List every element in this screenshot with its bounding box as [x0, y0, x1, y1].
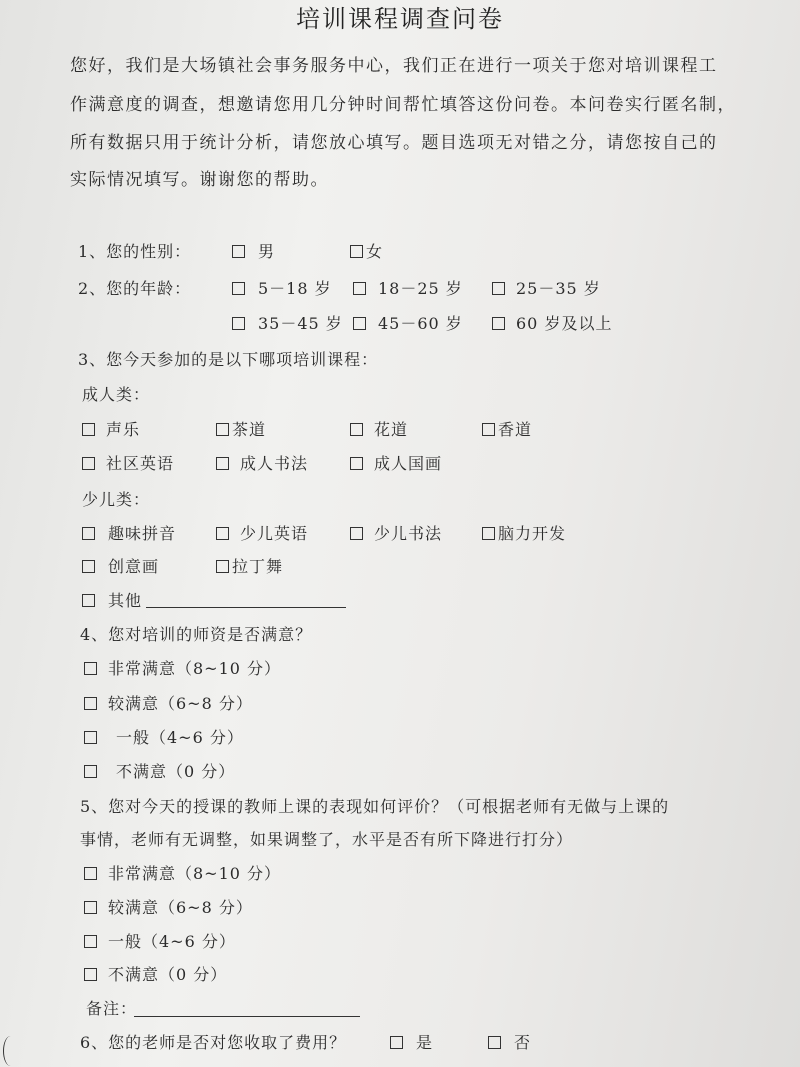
q4-option-1: 非常满意（8~10 分） — [108, 659, 282, 678]
q2-option-2: 18－25 岁 — [378, 279, 463, 298]
q3-other-blank[interactable] — [146, 607, 346, 608]
q4-label: 4、您对培训的师资是否满意？ — [80, 625, 313, 644]
q3-adult-checkbox-1[interactable] — [82, 423, 95, 436]
q2-option-1: 5－18 岁 — [258, 279, 332, 298]
q5-checkbox-4[interactable] — [84, 968, 97, 981]
q3-other-label: 其他 — [108, 591, 143, 610]
intro-line-4: 实际情况填写。谢谢您的帮助。 — [70, 170, 329, 190]
q4-option-4: 不满意（0 分） — [116, 762, 236, 781]
q4-checkbox-3[interactable] — [84, 731, 97, 744]
q4-checkbox-1[interactable] — [84, 662, 97, 675]
q3-adult-option-1: 声乐 — [106, 420, 141, 439]
q3-adult-option-4: 香道 — [498, 420, 533, 439]
q1-checkbox-female[interactable] — [350, 245, 363, 258]
q4-checkbox-2[interactable] — [84, 697, 97, 710]
q6-option-no: 否 — [514, 1033, 532, 1052]
q3-adult-label: 成人类： — [82, 385, 151, 404]
q1-option-female: 女 — [366, 242, 384, 261]
q4-checkbox-4[interactable] — [84, 765, 97, 778]
q3-adult-option-7: 成人国画 — [374, 454, 443, 473]
q3-child-option-1: 趣味拼音 — [108, 524, 177, 543]
q3-adult-option-6: 成人书法 — [240, 454, 309, 473]
q2-option-3: 25－35 岁 — [516, 279, 601, 298]
q3-adult-option-2: 茶道 — [232, 420, 267, 439]
q3-label: 3、您今天参加的是以下哪项培训课程： — [78, 350, 379, 369]
q3-adult-option-5: 社区英语 — [106, 454, 175, 473]
q3-child-checkbox-6[interactable] — [216, 560, 229, 573]
q3-child-label: 少儿类： — [82, 490, 151, 509]
q3-child-option-2: 少儿英语 — [240, 524, 309, 543]
q5-checkbox-1[interactable] — [84, 867, 97, 880]
q6-checkbox-yes[interactable] — [390, 1036, 403, 1049]
q5-option-3: 一般（4~6 分） — [108, 932, 236, 951]
q5-label-line-1: 5、您对今天的授课的教师上课的表现如何评价？（可根据老师有无做与上课的 — [80, 797, 670, 816]
intro-line-3: 所有数据只用于统计分析，请您放心填写。题目选项无对错之分，请您按自己的 — [70, 133, 718, 153]
q2-checkbox-2[interactable] — [353, 282, 366, 295]
q3-child-checkbox-3[interactable] — [350, 527, 363, 540]
q3-adult-checkbox-5[interactable] — [82, 457, 95, 470]
q2-checkbox-3[interactable] — [492, 282, 505, 295]
q3-adult-checkbox-7[interactable] — [350, 457, 363, 470]
q2-label: 2、您的年龄： — [78, 279, 192, 298]
q4-option-3: 一般（4~6 分） — [116, 728, 244, 747]
q3-adult-checkbox-3[interactable] — [350, 423, 363, 436]
q3-child-checkbox-4[interactable] — [482, 527, 495, 540]
q5-option-4: 不满意（0 分） — [108, 965, 228, 984]
q2-checkbox-6[interactable] — [492, 317, 505, 330]
q5-option-1: 非常满意（8~10 分） — [108, 864, 282, 883]
q2-checkbox-4[interactable] — [232, 317, 245, 330]
q3-adult-checkbox-4[interactable] — [482, 423, 495, 436]
q1-label: 1、您的性别： — [78, 242, 192, 261]
q2-option-6: 60 岁及以上 — [516, 314, 613, 333]
intro-line-2: 作满意度的调查，想邀请您用几分钟时间帮忙填答这份问卷。本问卷实行匿名制， — [70, 95, 736, 115]
q5-label-line-2: 事情，老师有无调整，如果调整了，水平是否有所下降进行打分） — [80, 830, 574, 849]
q1-option-male: 男 — [258, 242, 276, 261]
q5-remark-label: 备注： — [86, 999, 138, 1018]
q3-adult-checkbox-2[interactable] — [216, 423, 229, 436]
q6-option-yes: 是 — [416, 1033, 434, 1052]
q2-checkbox-5[interactable] — [353, 317, 366, 330]
q3-child-option-3: 少儿书法 — [374, 524, 443, 543]
q3-child-option-4: 脑力开发 — [498, 524, 567, 543]
q5-checkbox-2[interactable] — [84, 901, 97, 914]
q3-child-checkbox-1[interactable] — [82, 527, 95, 540]
q5-checkbox-3[interactable] — [84, 935, 97, 948]
q6-checkbox-no[interactable] — [488, 1036, 501, 1049]
q3-other-checkbox[interactable] — [82, 594, 95, 607]
page-title: 培训课程调查问卷 — [296, 5, 504, 33]
intro-line-1: 您好，我们是大场镇社会事务服务中心，我们正在进行一项关于您对培训课程工 — [70, 56, 718, 76]
pen-mark — [3, 1036, 18, 1066]
q3-adult-option-3: 花道 — [374, 420, 409, 439]
q6-label: 6、您的老师是否对您收取了费用？ — [80, 1033, 347, 1052]
q3-adult-checkbox-6[interactable] — [216, 457, 229, 470]
q2-checkbox-1[interactable] — [232, 282, 245, 295]
q3-child-option-5: 创意画 — [108, 557, 160, 576]
q1-checkbox-male[interactable] — [232, 245, 245, 258]
q3-child-checkbox-5[interactable] — [82, 560, 95, 573]
q3-child-option-6: 拉丁舞 — [232, 557, 284, 576]
q4-option-2: 较满意（6~8 分） — [108, 694, 253, 713]
q3-child-checkbox-2[interactable] — [216, 527, 229, 540]
q5-option-2: 较满意（6~8 分） — [108, 898, 253, 917]
q2-option-5: 45－60 岁 — [378, 314, 463, 333]
q2-option-4: 35－45 岁 — [258, 314, 343, 333]
q5-remark-blank[interactable] — [134, 1016, 360, 1017]
